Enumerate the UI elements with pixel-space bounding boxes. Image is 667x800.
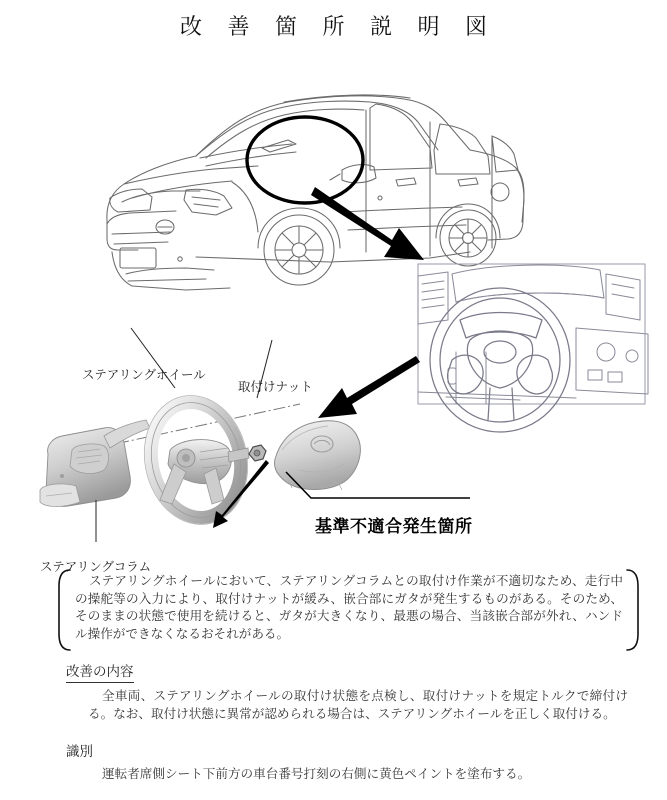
description-box xyxy=(57,568,640,652)
arrow-cockpit-to-exploded xyxy=(318,356,420,418)
label-mounting-nut: 取付けナット xyxy=(238,380,313,394)
page-title: 改 善 箇 所 説 明 図 xyxy=(179,14,497,39)
defect-location-circle xyxy=(247,117,363,203)
steering-wheel-part xyxy=(133,386,260,534)
section-heading: 改善の内容 xyxy=(66,662,134,683)
mounting-nut-part xyxy=(249,445,266,461)
label-steering-column: ステアリングコラム xyxy=(40,560,152,574)
figure-canvas xyxy=(0,52,667,542)
airbag-cover-part xyxy=(274,421,360,490)
steering-column-part xyxy=(40,420,150,507)
section-body: 運転者席側シート下前方の車台番号打刻の右側に黄色ペイントを塗布する。 xyxy=(102,767,531,781)
bracket-left-icon xyxy=(57,568,71,652)
section-heading: 識別 xyxy=(66,744,93,759)
improvement-figure xyxy=(0,52,667,574)
bracket-right-icon xyxy=(626,568,640,652)
section-identification xyxy=(66,742,626,784)
description-text: ステアリングホイールにおいて、ステアリングコラムとの取付け作業が不適切なため、走行中の操舵等の入力により、取付けナットが緩み、嵌合部にガタが発生するものがある。そのため、そのままの状態で使用を続けると、ガタが大きくなり、最悪の場合、当該嵌合部が外れ、ハンドル操作ができなくなるおそれがある。 xyxy=(75,574,623,641)
cockpit-line-art xyxy=(418,264,648,404)
callout-defect-location: 基準不適合発生箇所 xyxy=(315,517,473,536)
arrow-car-to-cockpit xyxy=(311,187,424,260)
label-steering-wheel: ステアリングホイール xyxy=(82,368,206,382)
section-improvement-content xyxy=(66,662,626,723)
section-body: 全車両、ステアリングホイールの取付け状態を点検し、取付けナットを規定トルクで締付ける。なお、取付け状態に異常が認められる場合は、ステアリングホイールを正しく取付ける。 xyxy=(88,689,628,721)
cockpit-steering-wheel xyxy=(430,288,570,432)
